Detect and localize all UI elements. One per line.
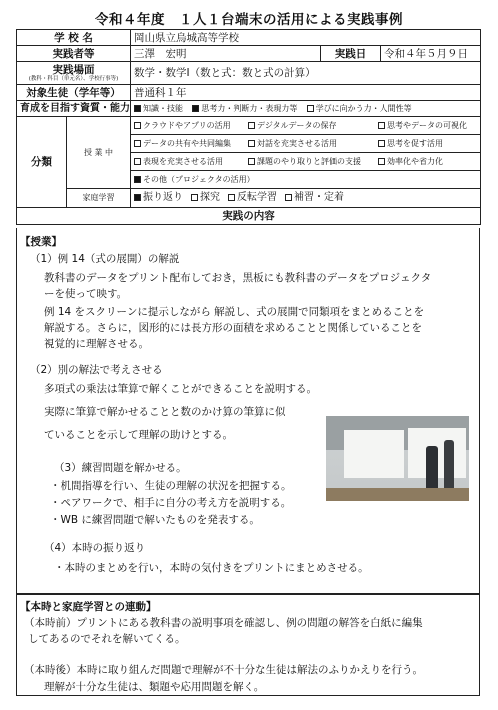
practitioner-label: 実践者等 xyxy=(17,46,131,62)
ability-options xyxy=(131,101,481,117)
classroom-photo xyxy=(326,416,469,501)
scene-value: 数学・数学Ⅰ（数と式：数と式の計算） xyxy=(131,62,481,85)
scene-sublabel: (教科・科目（単元名）、学校行事等) xyxy=(28,76,119,82)
ability-option[interactable]: 思考力・判断力・表現力等 xyxy=(192,102,297,116)
checkbox-empty-icon xyxy=(378,122,385,129)
ability-option[interactable]: 学びに向かう力・人間性等 xyxy=(307,102,412,116)
school-value: 岡山県立烏城高等学校 xyxy=(131,30,481,46)
page-title: 令和４年度 １人１台端末の活用による実践事例 xyxy=(95,12,403,28)
in-class-other-row xyxy=(131,171,481,189)
summary-table xyxy=(16,29,481,225)
target-value: 普通科１年 xyxy=(131,85,481,101)
text-line: ・机間指導を行い、生徒の理解の状況を把握する。 xyxy=(50,480,292,492)
in-class-option[interactable]: クラウドやアプリの活用 xyxy=(134,119,242,133)
target-label: 対象生徒（学年等） xyxy=(17,85,131,101)
photo-floor xyxy=(326,488,469,501)
practitioner-value: 三澤 宏明 xyxy=(131,46,321,62)
scene-label: 実践場面 xyxy=(52,64,95,76)
text-line: 教科書のデータをプリント配布しておき，黒板にも教科書のデータをプロジェクタ xyxy=(44,272,432,284)
classification-label: 分類 xyxy=(17,117,67,208)
home-link-heading: 【本時と家庭学習との連動】 xyxy=(20,601,157,613)
home-option[interactable]: 振り返り xyxy=(134,191,183,205)
date-label: 実践日 xyxy=(321,46,381,62)
checkbox-empty-icon xyxy=(134,158,141,165)
in-class-option[interactable]: 効率化や省力化 xyxy=(378,155,443,169)
checkbox-empty-icon xyxy=(307,105,314,112)
text-line: 視覚的に理解させる。 xyxy=(44,338,149,350)
in-class-row xyxy=(131,153,481,171)
whiteboard xyxy=(344,430,404,478)
in-class-option[interactable]: 対話を充実させる活用 xyxy=(248,137,372,151)
text-line: ーを使って映す。 xyxy=(44,288,128,300)
home-option[interactable]: 反転学習 xyxy=(228,191,277,205)
in-class-row xyxy=(131,135,481,153)
checkbox-empty-icon xyxy=(248,122,255,129)
checkbox-checked-icon xyxy=(134,176,141,183)
text-line: （本時前）プリントにある教科書の説明事項を確認し、例の問題の解答を白紙に編集 xyxy=(24,617,423,629)
section-4-heading: （4）本時の振り返り xyxy=(44,542,146,554)
in-class-option[interactable]: 思考を促す活用 xyxy=(378,137,443,151)
text-line: ・ペアワークで、相手に自分の考え方を説明する。 xyxy=(50,497,292,509)
section-2-heading: （2）別の解法で考えさせる xyxy=(30,364,163,376)
section-1-heading: （1）例 14（式の展開）の解説 xyxy=(30,253,180,265)
checkbox-empty-icon xyxy=(285,194,292,201)
text-line: してあるのでそれを解いてくる。 xyxy=(28,633,186,645)
checkbox-empty-icon xyxy=(248,158,255,165)
ability-option[interactable]: 知識・技能 xyxy=(134,102,183,116)
in-class-option[interactable]: 課題のやり取りと評価の支援 xyxy=(248,155,372,169)
checkbox-empty-icon xyxy=(248,140,255,147)
home-option[interactable]: 探究 xyxy=(191,191,220,205)
text-line: ・本時のまとめを行い，本時の気付きをプリントにまとめさせる。 xyxy=(54,562,369,574)
checkbox-checked-icon xyxy=(134,105,141,112)
in-class-option[interactable]: デジタルデータの保存 xyxy=(248,119,372,133)
other-option[interactable]: その他（プロジェクタの活用） xyxy=(134,173,255,187)
text-line: （本時後）本時に取り組んだ問題で理解が不十分な生徒は解法のふりかえりを行う。 xyxy=(24,664,423,676)
text-line: 解説する。さらに，図形的には長方形の面積を求めることと関係していることを xyxy=(44,322,422,334)
text-line: ・WB に練習問題で解いたものを発表する。 xyxy=(50,514,260,526)
in-class-option[interactable]: 表現を充実させる活用 xyxy=(134,155,242,169)
text-line: ていることを示して理解の助けとする。 xyxy=(44,429,233,441)
home-study-label: 家庭学習 xyxy=(67,189,131,208)
checkbox-empty-icon xyxy=(378,158,385,165)
in-class-option[interactable]: 思考やデータの可視化 xyxy=(378,119,467,133)
class-heading: 【授業】 xyxy=(20,236,62,248)
checkbox-empty-icon xyxy=(228,194,235,201)
checkbox-empty-icon xyxy=(378,140,385,147)
scene-label-cell xyxy=(17,62,131,85)
home-option[interactable]: 補習・定着 xyxy=(285,191,344,205)
checkbox-empty-icon xyxy=(134,122,141,129)
checkbox-checked-icon xyxy=(192,105,199,112)
checkbox-empty-icon xyxy=(191,194,198,201)
section-3-heading: （3）練習問題を解かせる。 xyxy=(54,462,187,474)
date-value: 令和４年５月９日 xyxy=(381,46,481,62)
checkbox-empty-icon xyxy=(134,140,141,147)
in-class-label: 授 業 中 xyxy=(67,117,131,189)
in-class-option[interactable]: データの共有や共同編集 xyxy=(134,137,242,151)
text-line: 例 14 をスクリーンに提示しながら 解説し、式の展開で同類項をまとめることを xyxy=(44,306,425,318)
school-label: 学 校 名 xyxy=(17,30,131,46)
text-line: 理解が十分な生徒は、類題や応用問題を解く。 xyxy=(44,681,265,693)
text-line: 実際に筆算で解かせることと数のかけ算の筆算に似 xyxy=(44,406,286,418)
in-class-row xyxy=(131,117,481,135)
text-line: 多項式の乗法は筆算で解くことができることを説明する。 xyxy=(44,383,317,395)
home-study-options xyxy=(131,189,481,208)
checkbox-checked-icon xyxy=(134,194,141,201)
content-title: 実践の内容 xyxy=(17,208,481,225)
ability-label: 育成を目指す資質・能力 xyxy=(17,101,131,117)
